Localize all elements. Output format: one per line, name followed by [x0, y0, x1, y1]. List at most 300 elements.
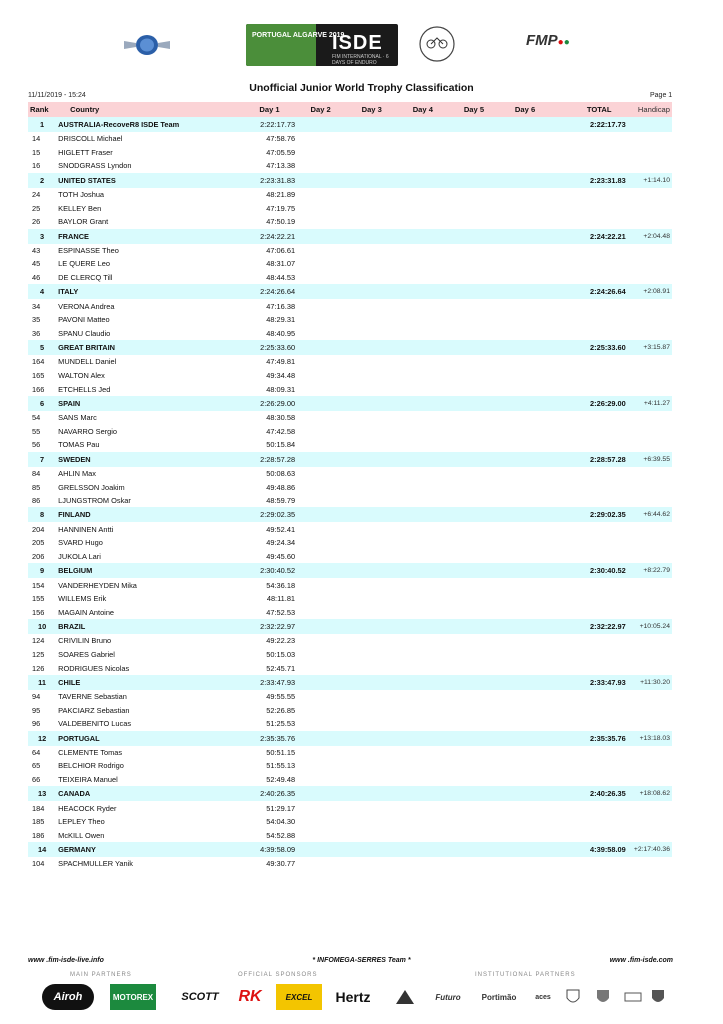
rider-day3-time [346, 382, 397, 396]
rider-day5-time [448, 355, 499, 369]
rider-day4-time [397, 411, 448, 425]
team-country: ITALY [56, 284, 222, 299]
rider-day1-time: 48:29.31 [266, 315, 296, 325]
institutional-partners-label: INSTITUTIONAL PARTNERS [475, 972, 576, 978]
team-total-time: 2:24:26.64 [551, 284, 626, 299]
rider-day6-time [500, 411, 551, 425]
rider-total-time [551, 438, 626, 452]
rider-day3-time [346, 717, 397, 731]
rider-day2-time [295, 759, 346, 773]
rider-day3-time [346, 759, 397, 773]
rider-name: VANDERHEYDEN Mika [58, 580, 137, 590]
rider-name: JUKOLA Lari [58, 551, 101, 561]
rider-day2-time [295, 690, 346, 704]
rider-day2-time [295, 578, 346, 592]
rider-day6-time [500, 773, 551, 787]
team-day4-time [397, 842, 448, 857]
rider-day3-time [346, 661, 397, 675]
rider-row [28, 480, 672, 494]
rider-row [28, 634, 672, 648]
rider-handicap [626, 634, 672, 648]
team-rank: 4 [28, 284, 56, 299]
rider-day2-time [295, 703, 346, 717]
team-day6-time [500, 563, 551, 578]
hertz-logo: Hertz [335, 989, 371, 1005]
team-total-time: 2:25:33.60 [551, 340, 626, 355]
rider-handicap [626, 857, 672, 871]
rider-day1-time: 47:16.38 [266, 301, 296, 311]
team-day1-time: 2:22:17.73 [222, 117, 295, 132]
team-country: PORTUGAL [56, 731, 222, 746]
rider-day6-time [500, 857, 551, 871]
rider-number: 55 [32, 426, 41, 436]
team-day5-time [448, 117, 499, 132]
rider-day4-time [397, 522, 448, 536]
rider-handicap [626, 327, 672, 341]
rider-day2-time [295, 271, 346, 285]
rider-day1-time: 50:15.03 [266, 649, 296, 659]
rider-day6-time [500, 536, 551, 550]
rider-row [28, 215, 672, 229]
rider-day1-time: 54:04.30 [266, 817, 296, 827]
rider-name: PAKCIARZ Sebastian [58, 705, 130, 715]
rider-day5-time [448, 746, 499, 760]
rider-day3-time [346, 746, 397, 760]
team-day6-time [500, 452, 551, 467]
team-rank: 10 [28, 619, 56, 634]
rider-day3-time [346, 411, 397, 425]
rider-handicap [626, 494, 672, 508]
rider-day3-time [346, 801, 397, 815]
rider-number: 165 [32, 371, 45, 381]
rider-day6-time [500, 271, 551, 285]
rider-number: 155 [32, 594, 45, 604]
rider-day6-time [500, 369, 551, 383]
team-day6-time [500, 396, 551, 411]
rider-day4-time [397, 257, 448, 271]
rider-day4-time [397, 382, 448, 396]
official-sponsors-label: OFFICIAL SPONSORS [238, 972, 318, 978]
rider-day6-time [500, 215, 551, 229]
team-handicap: +18:08.62 [626, 786, 672, 801]
rider-name: CRIVILIN Bruno [58, 636, 112, 646]
rider-name: LEPLEY Theo [58, 817, 105, 827]
rider-row [28, 382, 672, 396]
rider-name: McKILL Owen [58, 830, 105, 840]
rider-day5-time [448, 522, 499, 536]
rider-day3-time [346, 703, 397, 717]
rider-row [28, 494, 672, 508]
rider-total-time [551, 411, 626, 425]
rider-day2-time [295, 369, 346, 383]
rider-day6-time [500, 648, 551, 662]
rider-day6-time [500, 661, 551, 675]
rider-row [28, 369, 672, 383]
rider-total-time [551, 522, 626, 536]
team-day5-time [448, 507, 499, 522]
rider-total-time [551, 369, 626, 383]
rider-day3-time [346, 857, 397, 871]
team-country: BRAZIL [56, 619, 222, 634]
rider-day4-time [397, 857, 448, 871]
team-day4-time [397, 396, 448, 411]
rider-handicap [626, 522, 672, 536]
rider-day2-time [295, 494, 346, 508]
team-day4-time [397, 117, 448, 132]
team-day6-time [500, 229, 551, 244]
team-day2-time [295, 675, 346, 690]
team-rank: 3 [28, 229, 56, 244]
team-row [28, 786, 672, 801]
rider-name: MUNDELL Daniel [58, 357, 117, 367]
rider-day3-time [346, 634, 397, 648]
rider-day6-time [500, 438, 551, 452]
rider-day3-time [346, 550, 397, 564]
team-day2-time [295, 229, 346, 244]
rider-number: 65 [32, 761, 41, 771]
rider-total-time [551, 773, 626, 787]
airoh-logo: Airoh [42, 984, 94, 1010]
rider-day1-time: 47:13.38 [266, 161, 296, 171]
rider-day5-time [448, 438, 499, 452]
rider-row [28, 522, 672, 536]
rider-day3-time [346, 355, 397, 369]
col-handicap: Handicap [626, 102, 672, 117]
rider-name: BAYLOR Grant [58, 217, 109, 227]
team-rank: 1 [28, 117, 56, 132]
rider-number: 184 [32, 803, 45, 813]
rider-number: 86 [32, 496, 41, 506]
rider-handicap [626, 550, 672, 564]
rider-day4-time [397, 605, 448, 619]
rider-number: 96 [32, 719, 41, 729]
rider-day4-time [397, 634, 448, 648]
team-day5-time [448, 619, 499, 634]
rider-handicap [626, 132, 672, 146]
rider-number: 85 [32, 482, 41, 492]
rider-handicap [626, 773, 672, 787]
fim-logo-icon [122, 32, 172, 58]
rider-day2-time [295, 201, 346, 215]
rider-name: ETCHELLS Jed [58, 384, 111, 394]
rider-day6-time [500, 703, 551, 717]
team-row [28, 507, 672, 522]
rider-day1-time: 47:49.81 [266, 357, 296, 367]
rider-day5-time [448, 703, 499, 717]
rider-day6-time [500, 522, 551, 536]
rider-day6-time [500, 327, 551, 341]
team-row [28, 340, 672, 355]
team-day4-time [397, 284, 448, 299]
rider-row [28, 355, 672, 369]
team-total-time: 2:26:29.00 [551, 396, 626, 411]
rider-row [28, 536, 672, 550]
rider-row [28, 438, 672, 452]
rider-total-time [551, 313, 626, 327]
rider-day3-time [346, 159, 397, 173]
rider-row [28, 773, 672, 787]
rider-day3-time [346, 299, 397, 313]
rider-day1-time: 47:06.61 [266, 245, 296, 255]
rider-total-time [551, 578, 626, 592]
rider-total-time [551, 592, 626, 606]
rider-day4-time [397, 467, 448, 481]
rider-handicap [626, 215, 672, 229]
rider-day1-time: 47:05.59 [266, 147, 296, 157]
rider-handicap [626, 605, 672, 619]
rider-day5-time [448, 313, 499, 327]
rider-name: GRELSSON Joakim [58, 482, 125, 492]
rider-day5-time [448, 215, 499, 229]
rider-row [28, 467, 672, 481]
institutional-logo-8 [648, 984, 668, 1010]
rider-day6-time [500, 690, 551, 704]
team-day4-time [397, 786, 448, 801]
rider-number: 66 [32, 775, 41, 785]
team-day6-time [500, 507, 551, 522]
col-day6: Day 6 [500, 102, 551, 117]
rider-day6-time [500, 550, 551, 564]
fmp-logo: FMP●● [526, 32, 570, 49]
rider-total-time [551, 271, 626, 285]
rider-name: SOARES Gabriel [58, 649, 115, 659]
col-country: Country [56, 102, 222, 117]
team-total-time: 4:39:58.09 [551, 842, 626, 857]
rider-day1-time: 48:40.95 [266, 328, 296, 338]
rider-handicap [626, 717, 672, 731]
rider-day2-time [295, 244, 346, 258]
rider-day6-time [500, 201, 551, 215]
rider-handicap [626, 369, 672, 383]
rider-day3-time [346, 578, 397, 592]
team-total-time: 2:22:17.73 [551, 117, 626, 132]
footer-site-url[interactable]: www .fim-isde.com [609, 957, 673, 964]
team-handicap: +13:18.03 [626, 731, 672, 746]
rider-name: DRISCOLL Michael [58, 134, 123, 144]
col-day5: Day 5 [448, 102, 499, 117]
team-rank: 7 [28, 452, 56, 467]
rider-total-time [551, 759, 626, 773]
team-total-time: 2:40:26.35 [551, 786, 626, 801]
rider-day2-time [295, 746, 346, 760]
team-total-time: 2:30:40.52 [551, 563, 626, 578]
rider-day6-time [500, 467, 551, 481]
rider-day6-time [500, 480, 551, 494]
rider-day2-time [295, 815, 346, 829]
team-row [28, 229, 672, 244]
rider-number: 26 [32, 217, 41, 227]
rider-total-time [551, 257, 626, 271]
rider-day2-time [295, 215, 346, 229]
rider-day5-time [448, 759, 499, 773]
rider-name: HEACOCK Ryder [58, 803, 117, 813]
rider-day5-time [448, 578, 499, 592]
rider-number: 36 [32, 328, 41, 338]
col-day4: Day 4 [397, 102, 448, 117]
team-handicap: +8:22.79 [626, 563, 672, 578]
rider-name: SNODGRASS Lyndon [58, 161, 132, 171]
rider-row [28, 411, 672, 425]
rider-row [28, 313, 672, 327]
team-day6-time [500, 173, 551, 188]
team-day1-time: 2:40:26.35 [222, 786, 295, 801]
rider-day3-time [346, 215, 397, 229]
team-day4-time [397, 619, 448, 634]
rider-total-time [551, 536, 626, 550]
team-day6-time [500, 117, 551, 132]
rider-day5-time [448, 829, 499, 843]
team-day3-time [346, 675, 397, 690]
team-day2-time [295, 117, 346, 132]
team-country: GERMANY [56, 842, 222, 857]
team-day4-time [397, 507, 448, 522]
rider-day4-time [397, 703, 448, 717]
aces-logo: aces [535, 993, 551, 1001]
rider-handicap [626, 188, 672, 202]
team-day4-time [397, 731, 448, 746]
rider-day4-time [397, 717, 448, 731]
rider-day2-time [295, 536, 346, 550]
rider-day1-time: 49:52.41 [266, 524, 296, 534]
team-country: GREAT BRITAIN [56, 340, 222, 355]
team-handicap: +11:30.20 [626, 675, 672, 690]
team-country: UNITED STATES [56, 173, 222, 188]
team-day6-time [500, 731, 551, 746]
rider-name: HIGLETT Fraser [58, 147, 113, 157]
team-day5-time [448, 340, 499, 355]
rider-row [28, 299, 672, 313]
team-row [28, 396, 672, 411]
rider-day4-time [397, 815, 448, 829]
rider-day4-time [397, 299, 448, 313]
rider-number: 206 [32, 551, 45, 561]
rider-day6-time [500, 759, 551, 773]
footer-live-url[interactable]: www .fim-isde-live.info [28, 957, 104, 964]
rider-day5-time [448, 661, 499, 675]
rider-number: 35 [32, 315, 41, 325]
rider-day4-time [397, 829, 448, 843]
team-day6-time [500, 340, 551, 355]
rider-day3-time [346, 257, 397, 271]
rider-day4-time [397, 159, 448, 173]
rider-day6-time [500, 592, 551, 606]
team-day6-time [500, 619, 551, 634]
team-day1-time: 2:33:47.93 [222, 675, 295, 690]
team-handicap: +6:44.62 [626, 507, 672, 522]
isde-logo: PORTUGAL ALGARVE 2019 ISDE FIM INTERNATIONAL · 6 DAYS OF ENDURO [246, 24, 398, 66]
rider-day5-time [448, 369, 499, 383]
rider-day2-time [295, 313, 346, 327]
team-day2-time [295, 563, 346, 578]
rider-name: TEIXEIRA Manuel [58, 775, 118, 785]
team-day6-time [500, 675, 551, 690]
team-day2-time [295, 619, 346, 634]
rider-name: WILLEMS Erik [58, 594, 107, 604]
rider-total-time [551, 201, 626, 215]
rider-number: 164 [32, 357, 45, 367]
team-day3-time [346, 284, 397, 299]
team-row [28, 731, 672, 746]
rider-day4-time [397, 201, 448, 215]
rider-day5-time [448, 690, 499, 704]
team-day1-time: 2:23:31.83 [222, 173, 295, 188]
team-day3-time [346, 229, 397, 244]
col-total: TOTAL [551, 102, 626, 117]
rider-total-time [551, 299, 626, 313]
main-partners-label: MAIN PARTNERS [70, 972, 132, 978]
rider-row [28, 690, 672, 704]
rider-day1-time: 50:08.63 [266, 468, 296, 478]
institutional-logo-7 [620, 984, 646, 1010]
rider-day6-time [500, 829, 551, 843]
team-day3-time [346, 452, 397, 467]
rider-handicap [626, 815, 672, 829]
rider-day5-time [448, 605, 499, 619]
rider-day3-time [346, 690, 397, 704]
rider-total-time [551, 382, 626, 396]
rider-handicap [626, 438, 672, 452]
rider-number: 64 [32, 747, 41, 757]
rider-day1-time: 48:09.31 [266, 384, 296, 394]
rider-day2-time [295, 355, 346, 369]
rider-day2-time [295, 146, 346, 160]
team-day3-time [346, 117, 397, 132]
rider-number: 16 [32, 161, 41, 171]
rider-number: 34 [32, 301, 41, 311]
rider-total-time [551, 188, 626, 202]
team-day3-time [346, 619, 397, 634]
rider-handicap [626, 759, 672, 773]
rider-handicap [626, 467, 672, 481]
rider-day5-time [448, 132, 499, 146]
rider-row [28, 188, 672, 202]
rider-day4-time [397, 146, 448, 160]
rider-total-time [551, 634, 626, 648]
team-day1-time: 2:28:57.28 [222, 452, 295, 467]
rider-number: 84 [32, 468, 41, 478]
team-day6-time [500, 786, 551, 801]
team-day5-time [448, 284, 499, 299]
team-country: SWEDEN [56, 452, 222, 467]
rider-name: RODRIGUES Nicolas [58, 663, 130, 673]
rider-day1-time: 51:29.17 [266, 803, 296, 813]
rider-day1-time: 49:34.48 [266, 371, 296, 381]
rider-row [28, 759, 672, 773]
rider-day6-time [500, 132, 551, 146]
team-row [28, 675, 672, 690]
team-rank: 14 [28, 842, 56, 857]
rider-handicap [626, 299, 672, 313]
rider-number: 205 [32, 538, 45, 548]
rider-day4-time [397, 773, 448, 787]
team-total-time: 2:33:47.93 [551, 675, 626, 690]
rider-handicap [626, 425, 672, 439]
rider-name: NAVARRO Sergio [58, 426, 118, 436]
rider-name: LE QUERE Leo [58, 259, 110, 269]
rider-day4-time [397, 215, 448, 229]
rider-day2-time [295, 634, 346, 648]
rider-number: 125 [32, 649, 45, 659]
rider-day6-time [500, 188, 551, 202]
rider-handicap [626, 536, 672, 550]
rider-total-time [551, 801, 626, 815]
rider-day6-time [500, 494, 551, 508]
rider-day5-time [448, 467, 499, 481]
rider-name: CLEMENTE Tomas [58, 747, 123, 757]
team-country: FRANCE [56, 229, 222, 244]
rider-day3-time [346, 188, 397, 202]
rider-handicap [626, 159, 672, 173]
